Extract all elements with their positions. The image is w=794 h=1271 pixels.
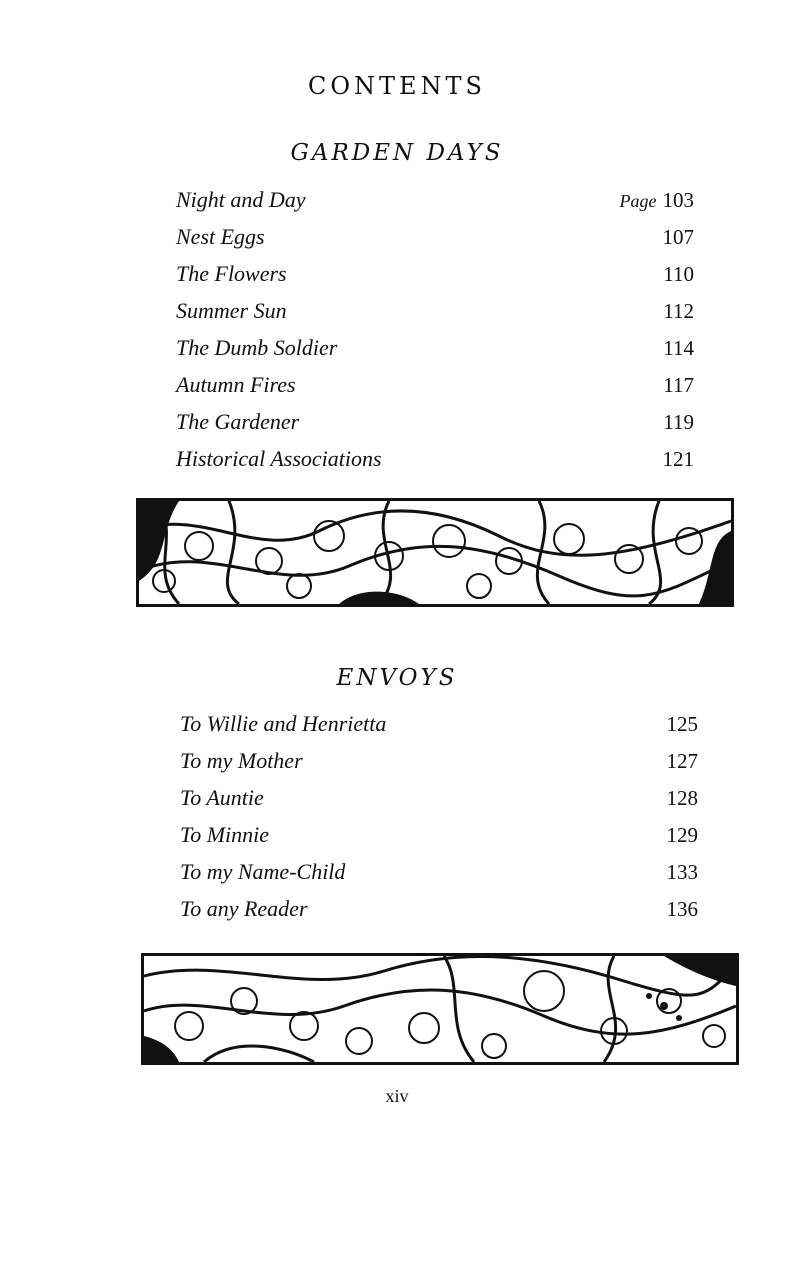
- toc-entry: [180, 857, 698, 894]
- toc-entry-title: To Auntie: [180, 785, 264, 810]
- section-title-envoys: ENVOYS: [336, 665, 458, 691]
- toc-entry: [176, 222, 694, 259]
- toc-entry: [176, 444, 694, 481]
- toc-entry: [180, 709, 698, 746]
- toc-entry: [180, 783, 698, 820]
- toc-entry: [176, 407, 694, 444]
- toc-entry-title: The Flowers: [176, 261, 287, 286]
- toc-entry: [176, 185, 694, 222]
- children-faces-engraving-icon: [139, 501, 731, 604]
- toc-entry-page: 133: [666, 860, 698, 884]
- toc-entry-page: 117: [663, 373, 694, 397]
- toc-entry-page: 127: [666, 749, 698, 773]
- toc-entry-title: To any Reader: [180, 896, 308, 921]
- toc-entry-title: Nest Eggs: [176, 224, 265, 249]
- toc-entry-page: 121: [662, 447, 694, 471]
- toc-entry: [176, 259, 694, 296]
- toc-entry-title: Summer Sun: [176, 298, 287, 323]
- toc-entry-page: 103: [662, 188, 694, 212]
- toc-entry: [180, 894, 698, 931]
- toc-entry-page: 114: [663, 336, 694, 360]
- toc-list-garden-days: [176, 185, 694, 481]
- toc-entry-page: 107: [662, 225, 694, 249]
- toc-entry-title: To Minnie: [180, 822, 270, 847]
- toc-entry-title: The Gardener: [176, 409, 300, 434]
- toc-entry-page: 129: [666, 823, 698, 847]
- toc-entry: [176, 370, 694, 407]
- toc-list-envoys: [180, 709, 698, 931]
- toc-entry-page: 112: [663, 299, 694, 323]
- toc-entry-page: 125: [666, 712, 698, 736]
- children-and-figure-engraving-icon: [144, 956, 736, 1062]
- toc-entry-title: Historical Associations: [176, 446, 382, 471]
- toc-entry-title: Night and Day: [176, 187, 306, 212]
- section-title-garden-days: GARDEN DAYS: [290, 140, 504, 166]
- toc-entry: [176, 333, 694, 370]
- decorative-illustration-band: [136, 498, 734, 607]
- toc-entry-title: The Dumb Soldier: [176, 335, 338, 360]
- toc-entry-page-group: [620, 185, 694, 216]
- toc-entry-page: 119: [663, 410, 694, 434]
- toc-entry-title: To my Name-Child: [180, 859, 346, 884]
- toc-entry: [180, 746, 698, 783]
- page-title: CONTENTS: [307, 72, 486, 100]
- toc-entry-title: To my Mother: [180, 748, 303, 773]
- page-word-label: Page: [619, 191, 657, 211]
- toc-entry-page: 136: [666, 897, 698, 921]
- decorative-illustration-band: [141, 953, 739, 1065]
- toc-entry-title: To Willie and Henrietta: [180, 711, 387, 736]
- toc-entry: [176, 296, 694, 333]
- toc-entry: [180, 820, 698, 857]
- toc-entry-title: Autumn Fires: [176, 372, 296, 397]
- toc-entry-page: 128: [666, 786, 698, 810]
- page-number: xiv: [385, 1086, 409, 1106]
- toc-entry-page: 110: [663, 262, 694, 286]
